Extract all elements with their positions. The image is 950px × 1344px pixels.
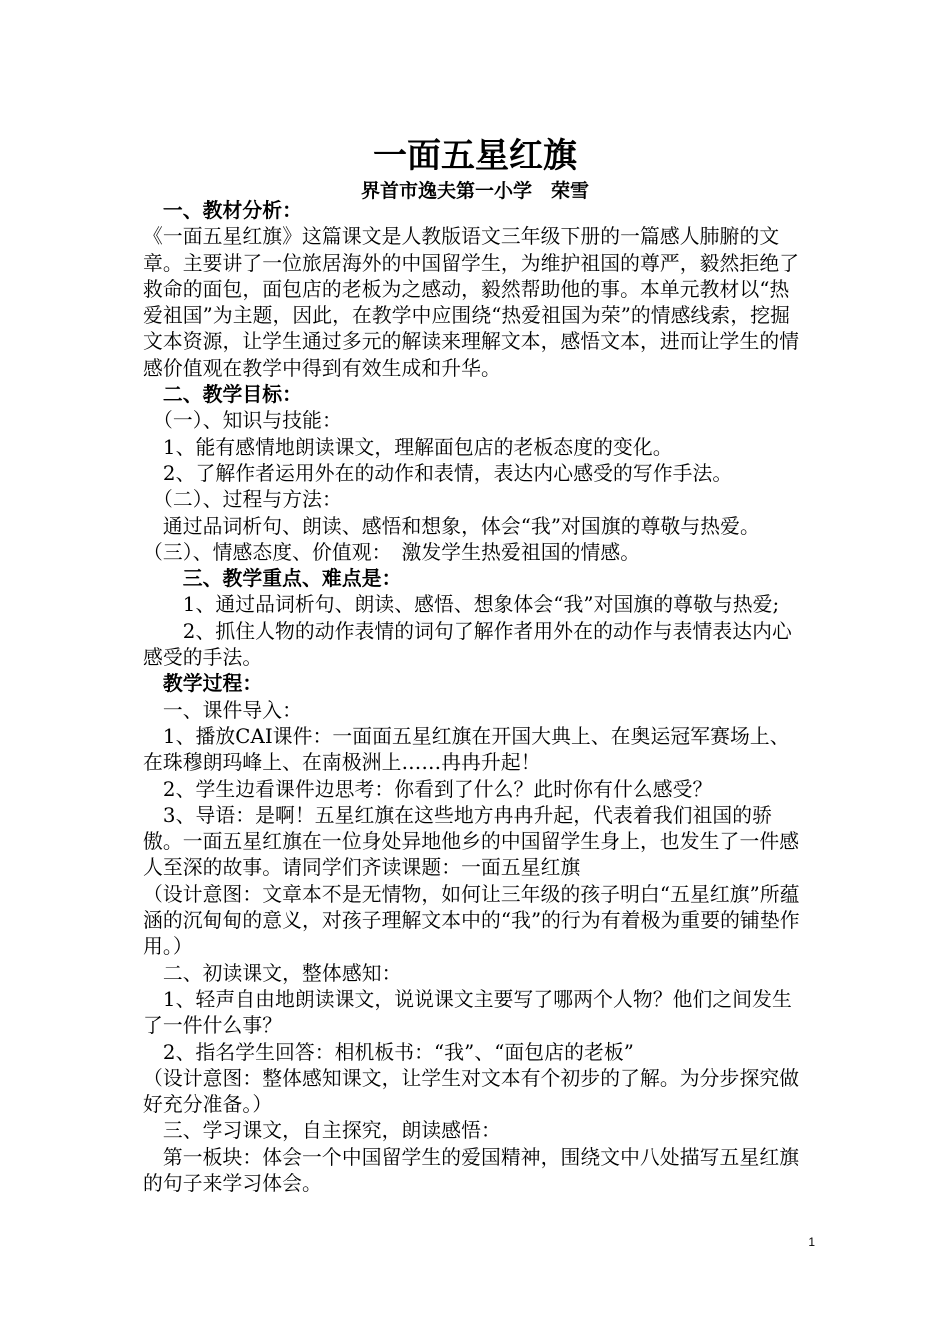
paragraph: 3、导语：是啊！五星红旗在这些地方冉冉升起，代表着我们祖国的骄傲。一面五星红旗在一位身处异地他乡的中国留学生身上，也发生了一件感人至深的故事。请同学们齐读课题：一面五星红旗 xyxy=(143,803,800,880)
paragraph: 第一板块：体会一个中国留学生的爱国精神，围绕文中八处描写五星红旗的句子来学习体会。 xyxy=(143,1145,800,1195)
paragraph: 《一面五星红旗》这篇课文是人教版语文三年级下册的一篇感人肺腑的文章。主要讲了一位旅居海外的中国留学生，为维护祖国的尊严，毅然拒绝了救命的面包，面包店的老板为之感动，毅然帮助他的事。本单元教材以“热爱祖国”为主题，因此，在教学中应围绕“热爱祖国为荣”的情感线索，挖掘文本资源，让学生通过多元的解读来理解文本，感悟文本，进而让学生的情感价值观在教学中得到有效生成和升华。 xyxy=(143,225,800,380)
paragraph: （二）、过程与方法： xyxy=(143,488,342,512)
paragraph: （一）、知识与技能： xyxy=(143,409,342,433)
document-body xyxy=(143,198,809,1197)
paragraph: 2、抓住人物的动作表情的词句了解作者用外在的动作与表情表达内心感受的手法。 xyxy=(143,619,792,670)
paragraph: 2、了解作者运用外在的动作和表情，表达内心感受的写作手法。 xyxy=(143,461,733,485)
section-heading: 教学过程： xyxy=(143,672,263,696)
paragraph: （三）、情感态度、价值观： 激发学生热爱祖国的情感。 xyxy=(143,540,641,564)
paragraph: 1、播放CAI课件：一面面五星红旗在开国大典上、在奥运冠军赛场上、在珠穆朗玛峰上、在南极洲上……冉冉升起！ xyxy=(143,724,790,775)
paragraph: 1、能有感情地朗读课文，理解面包店的老板态度的变化。 xyxy=(143,435,673,459)
paragraph: 1、通过品词析句、朗读、感悟、想象体会“我”对国旗的尊敬与热爱; xyxy=(143,593,780,617)
section-heading: 三、教学重点、难点是： xyxy=(143,567,402,591)
page-title: 一面五星红旗 xyxy=(373,136,577,176)
page-number: 1 xyxy=(808,1235,815,1249)
paragraph: 1、轻声自由地朗读课文，说说课文主要写了哪两个人物？他们之间发生了一件什么事？ xyxy=(143,987,792,1038)
paragraph: （设计意图：整体感知课文，让学生对文本有个初步的了解。为分步探究做好充分准备。） xyxy=(143,1066,800,1117)
paragraph: 二、初读课文，整体感知： xyxy=(143,961,402,985)
paragraph: 2、学生边看课件边思考：你看到了什么？此时你有什么感受？ xyxy=(143,777,713,801)
section-heading: 二、教学目标： xyxy=(143,383,303,407)
author-line: 界首市逸夫第一小学 荣雪 xyxy=(360,180,589,202)
paragraph: 三、学习课文，自主探究，朗读感悟： xyxy=(143,1119,501,1143)
paragraph: 2、指名学生回答：相机板书：“我”、“面包店的老板” xyxy=(143,1040,634,1064)
paragraph: 一、课件导入： xyxy=(143,698,303,722)
section-heading: 一、教材分析： xyxy=(143,199,303,222)
paragraph: （设计意图：文章本不是无情物，如何让三年级的孩子明白“五星红旗”所蕴涵的沉甸甸的意义，对孩子理解文本中的“我”的行为有着极为重要的铺垫作用。） xyxy=(143,882,800,959)
paragraph: 通过品词析句、朗读、感悟和想象，体会“我”对国旗的尊敬与热爱。 xyxy=(143,514,760,538)
